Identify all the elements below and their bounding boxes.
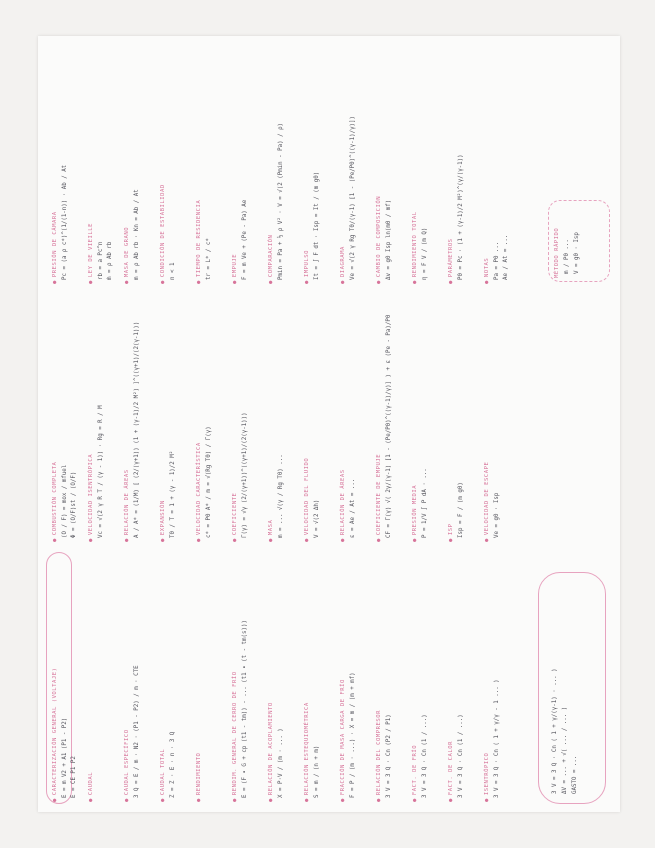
section-col3-10 (412, 44, 428, 284)
cloud-right-line-2: V = g0 · Isp (574, 232, 580, 274)
formula-line: 3 V = 3 Q · Cn ( 1 + γ/γ - 1 ... ) (494, 679, 500, 798)
section-col2-5 (232, 294, 248, 542)
bullet-icon: ● (340, 538, 346, 542)
section-col2-1 (88, 294, 104, 542)
section-col2-2 (124, 294, 140, 542)
section-col2-12 (484, 294, 500, 542)
section-title-text: FACT. DE FRÍO (412, 744, 418, 796)
bullet-icon: ● (268, 538, 274, 542)
section-title-text: LEY DE VIEILLE (88, 222, 94, 278)
section-col2-6 (268, 294, 284, 542)
section-col1-8 (340, 552, 356, 802)
section-title-text: PARÁMETROS (448, 238, 454, 278)
bullet-icon: ● (412, 798, 418, 802)
formula-line: Φ = (O/F)st / (O/F) (71, 471, 77, 538)
cloud-line-3: GASTO = ... (572, 755, 578, 794)
section-title-text: RELACIÓN DEL COMPRESOR (376, 710, 382, 796)
formula-line: Vc = √(2 γ R T / (γ - 1)) · Rg = R / M (98, 405, 104, 538)
section-title (52, 44, 58, 284)
section-title-text: VELOCIDAD DEL FLUIDO (304, 457, 310, 536)
section-title (232, 552, 238, 802)
bullet-icon: ● (232, 280, 238, 284)
section-title (376, 552, 382, 802)
formula-line: ṁ = ρ Ab rb (107, 241, 113, 280)
section-col1-0 (52, 552, 77, 802)
section-col1-7 (304, 552, 320, 802)
column-1 (38, 552, 620, 802)
bullet-icon: ● (448, 538, 454, 542)
section-title-text: RELACIÓN DE ACOPLAMIENTO (268, 702, 274, 796)
section-title-text: ISENTRÓPICO (484, 752, 490, 796)
bullet-icon: ● (196, 538, 202, 542)
section-title-text: VELOCIDAD CARACTERÍSTICA (196, 442, 202, 536)
notes-page (38, 36, 620, 812)
section-title-text: PRESIÓN MEDIA (412, 484, 418, 536)
section-title-text: FRACCIÓN DE MASA CARGA DE FRÍO (340, 679, 346, 796)
section-col2-8 (340, 294, 356, 542)
bullet-icon: ● (376, 538, 382, 542)
section-title-text: IMPULSO (304, 250, 310, 278)
section-title-text: DIAGRAMA (340, 246, 346, 278)
bullet-icon: ● (196, 280, 202, 284)
section-col3-0 (52, 44, 68, 284)
section-title-text: VELOCIDAD DE ESCAPE (484, 461, 490, 536)
bullet-icon: ● (88, 280, 94, 284)
formula-line: X = P·V / (m · ... ) (278, 728, 284, 798)
section-col3-6 (268, 44, 284, 284)
section-title-text: RENDIMIENTO (196, 752, 202, 796)
formula-line: F = m Ve + (Pe - Pa) Ae (242, 199, 248, 280)
formula-line: Γ(γ) = √γ (2/(γ+1))^((γ+1)/(2(γ-1))) (242, 412, 248, 538)
section-title (304, 44, 310, 284)
section-col1-11 (448, 552, 464, 802)
bullet-icon: ● (448, 798, 454, 802)
formula-line: P0 = Pc · (1 + (γ-1)/2 M²)^(γ/(γ-1)) (458, 154, 464, 280)
formula-line: P = 1/V ∫ P dA · ... (422, 468, 428, 538)
section-title (124, 44, 130, 284)
section-title (448, 44, 454, 284)
section-title (448, 294, 454, 542)
section-title (448, 552, 454, 802)
formula-line: tr = L* / c* (206, 238, 212, 280)
section-col3-8 (340, 44, 356, 284)
formula-line: V = √(2 Δh) (314, 499, 320, 538)
bullet-icon: ● (412, 280, 418, 284)
formula-line: 3 Q = E / m · N2 · (P1 - P2) / m · CTE (134, 665, 140, 798)
section-title-text: RELACIÓN ESTEQUIOMÉTRICA (304, 702, 310, 796)
section-title (88, 44, 94, 284)
section-title-text: CAUDAL ESPECÍFICO (124, 729, 130, 796)
section-col3-5 (232, 44, 248, 284)
bullet-icon: ● (412, 538, 418, 542)
bullet-icon: ● (232, 798, 238, 802)
section-col2-10 (412, 294, 428, 542)
bullet-icon: ● (484, 538, 490, 542)
formula-line: n < 1 (170, 262, 176, 280)
section-title-text: PRESIÓN DE CÁMARA (52, 211, 58, 278)
formula-line: 3 V = 3 Q · Cn (P2 / P1) (386, 714, 392, 798)
formula-line: T0 / T = 1 + (γ - 1)/2 M² (170, 450, 176, 538)
bullet-icon: ● (232, 538, 238, 542)
section-title (340, 44, 346, 284)
bullet-icon: ● (160, 798, 166, 802)
section-title-text: FACT. DE CALOR (448, 740, 454, 796)
section-title (340, 552, 346, 802)
rotated-notes-canvas (38, 36, 620, 812)
section-title (484, 552, 490, 802)
formula-line: m = ... √(γ / Rg T0) ... (278, 454, 284, 538)
section-title (196, 552, 202, 802)
section-title-text: CARACTERIZACIÓN GENERAL (VOLTAJE) (52, 667, 58, 796)
section-title (268, 44, 274, 284)
cloud-line-1: 3 V = 3 Q · Cn ( 1 + γ/(γ-1) · ... ) (552, 668, 558, 794)
section-title-text: CAUDAL (88, 771, 94, 796)
section-title (232, 294, 238, 542)
formula-line: It = ∫ F dt · Isp = It / (m g0) (314, 171, 320, 280)
bullet-icon: ● (52, 280, 58, 284)
section-col2-0 (52, 294, 77, 542)
section-col3-7 (304, 44, 320, 284)
section-title (484, 294, 490, 542)
bullet-icon: ● (52, 798, 58, 802)
formula-line: η = F V / (m Q) (422, 227, 428, 280)
bullet-icon: ● (160, 538, 166, 542)
bullet-icon: ● (124, 280, 130, 284)
cloud-right-title: MÉTODO RÁPIDO (554, 227, 560, 278)
section-title (160, 294, 166, 542)
section-title-text: RELACIÓN DE ÁREAS (340, 469, 346, 536)
section-title (484, 44, 490, 284)
section-title-text: COMPARACIÓN (268, 234, 274, 278)
section-col1-1 (88, 552, 94, 802)
bullet-icon: ● (304, 538, 310, 542)
formula-line: S = m / (n + m) (314, 745, 320, 798)
bullet-icon: ● (52, 538, 58, 542)
bullet-icon: ● (268, 280, 274, 284)
section-title-text: ISP (448, 523, 454, 536)
section-col2-4 (196, 294, 212, 542)
section-title-text: RELACIÓN DE ÁREAS (124, 469, 130, 536)
section-col2-9 (376, 294, 392, 542)
bullet-icon: ● (484, 798, 490, 802)
section-col3-1 (88, 44, 113, 284)
bullet-icon: ● (268, 798, 274, 802)
section-title-text: VELOCIDAD ISENTRÓPICA (88, 453, 94, 536)
bullet-icon: ● (376, 280, 382, 284)
section-title-text: CONDICIÓN DE ESTABILIDAD (160, 184, 166, 278)
formula-line: Pa = P0 ... (494, 241, 500, 280)
column-2 (38, 294, 620, 542)
formula-line: Pmin = Pa + ½ ρ V² · V = √(2 (Pmin - Pa) / ρ) (278, 122, 284, 280)
cloud-bottom-block (548, 578, 578, 798)
section-title (88, 294, 94, 542)
section-title (124, 294, 130, 542)
formula-line: 3 V = 3 Q · Cn (1 / ...) (458, 714, 464, 798)
bullet-icon: ● (376, 798, 382, 802)
section-title-text: COEFICIENTE (232, 492, 238, 536)
section-title-text: CAMBIO DE COMPOSICIÓN (376, 195, 382, 278)
bullet-icon: ● (340, 798, 346, 802)
bullet-icon: ● (484, 280, 490, 284)
bullet-icon: ● (88, 798, 94, 802)
section-title (412, 44, 418, 284)
formula-line: CF = Γ(γ) √( 2γ/(γ-1) [1 - (Pe/P0)^((γ-1)/γ)] ) + ε (Pe - Pa)/P0 (386, 314, 392, 538)
section-col1-5 (232, 552, 248, 802)
section-title (196, 294, 202, 542)
formula-line: Ae / At = ... (503, 234, 509, 280)
section-title-text: MASA DE GRANO (124, 226, 130, 278)
section-title-text: MASA (268, 519, 274, 536)
section-col2-3 (160, 294, 176, 542)
section-title (52, 552, 58, 802)
section-col1-12 (484, 552, 500, 802)
formula-line: ε = Ae / At = ... (350, 478, 356, 538)
section-title-text: NOTAS (484, 257, 490, 278)
bullet-icon: ● (160, 280, 166, 284)
section-title-text: TIEMPO DE RESIDENCIA (196, 199, 202, 278)
formula-line: Δv = g0 Isp ln(m0 / mf) (386, 199, 392, 280)
section-col3-11 (448, 44, 464, 284)
section-col3-9 (376, 44, 392, 284)
bullet-icon: ● (448, 280, 454, 284)
section-col2-11 (448, 294, 464, 542)
section-col2-7 (304, 294, 320, 542)
formula-line: Ve = g0 · Isp (494, 492, 500, 538)
section-title-text: RENDIM. GENERAL DE CERRO DE FRÍO (232, 671, 238, 796)
cloud-right-block (554, 204, 580, 278)
section-col1-10 (412, 552, 428, 802)
bullet-icon: ● (304, 798, 310, 802)
bullet-icon: ● (340, 280, 346, 284)
bullet-icon: ● (88, 538, 94, 542)
cloud-line-2: ΔV = ... + √( ... / ... ) (562, 706, 568, 794)
section-title-text: RENDIMIENTO TOTAL (412, 211, 418, 278)
formula-line: E = (F ∙ G + cp (t1 - tm)) - ... (t1 ∙ (t - tm(s))) (242, 620, 248, 798)
formula-line: F = P / (m · ...) · X = m / (m + mf) (350, 672, 356, 798)
bullet-icon: ● (304, 280, 310, 284)
formula-line: E = m V2 + A1 (P1 - P2) (62, 717, 68, 798)
formula-line: E = CE P1 P2 (71, 756, 77, 798)
formula-line: Isp = F / (m g0) (458, 482, 464, 538)
formula-line: Ve = √(2 γ Rg T0/(γ-1) [1 - (Pe/P0)^((γ-1)/γ)]) (350, 115, 356, 280)
section-title (52, 294, 58, 542)
bullet-icon: ● (196, 798, 202, 802)
formula-line: c* = P0 A* / m = √(Rg T0) / Γ(γ) (206, 426, 212, 538)
section-col1-4 (196, 552, 202, 802)
section-title-text: COMBUSTIÓN COMPLETA (52, 461, 58, 536)
section-title (160, 44, 166, 284)
section-title (412, 552, 418, 802)
section-title (160, 552, 166, 802)
section-title (124, 552, 130, 802)
section-title (196, 44, 202, 284)
section-title-text: EMPUJE (232, 253, 238, 278)
section-title-text: COEFICIENTE DE EMPUJE (376, 453, 382, 536)
section-title (304, 552, 310, 802)
section-col1-6 (268, 552, 284, 802)
section-title (376, 44, 382, 284)
section-title (340, 294, 346, 542)
bullet-icon: ● (124, 538, 130, 542)
section-col1-9 (376, 552, 392, 802)
section-title (88, 552, 94, 802)
section-title (232, 44, 238, 284)
bullet-icon: ● (124, 798, 130, 802)
section-col3-4 (196, 44, 212, 284)
section-title (412, 294, 418, 542)
formula-line: A / A* = (1/M) [ (2/(γ+1)) (1 + (γ-1)/2 M²) ]^((γ+1)/(2(γ-1))) (134, 321, 140, 538)
formula-line: rb = a Pc^n (98, 241, 104, 280)
formula-line: Z = Z · E · n · 3 Q (170, 731, 176, 798)
section-col1-2 (124, 552, 140, 802)
formula-line: Pc = (a ρ c*)^(1/(1-n)) · Ab / At (62, 164, 68, 280)
section-title (304, 294, 310, 542)
section-title (376, 294, 382, 542)
cloud-right-line-1: m / P0 ... (564, 239, 570, 274)
section-title-text: EXPANSIÓN (160, 500, 166, 536)
column-3 (38, 44, 620, 284)
section-title (268, 552, 274, 802)
formula-line: (O / F) = mox / mfuel (62, 464, 68, 538)
section-col3-12 (484, 44, 509, 284)
section-col3-3 (160, 44, 176, 284)
section-title-text: CAUDAL TOTAL (160, 748, 166, 796)
section-col1-3 (160, 552, 176, 802)
formula-line: 3 V = 3 Q · Cn (1 / ...) (422, 714, 428, 798)
section-col3-2 (124, 44, 140, 284)
section-title (268, 294, 274, 542)
formula-line: m = ρ Ab rb · Kn = Ab / At (134, 189, 140, 280)
